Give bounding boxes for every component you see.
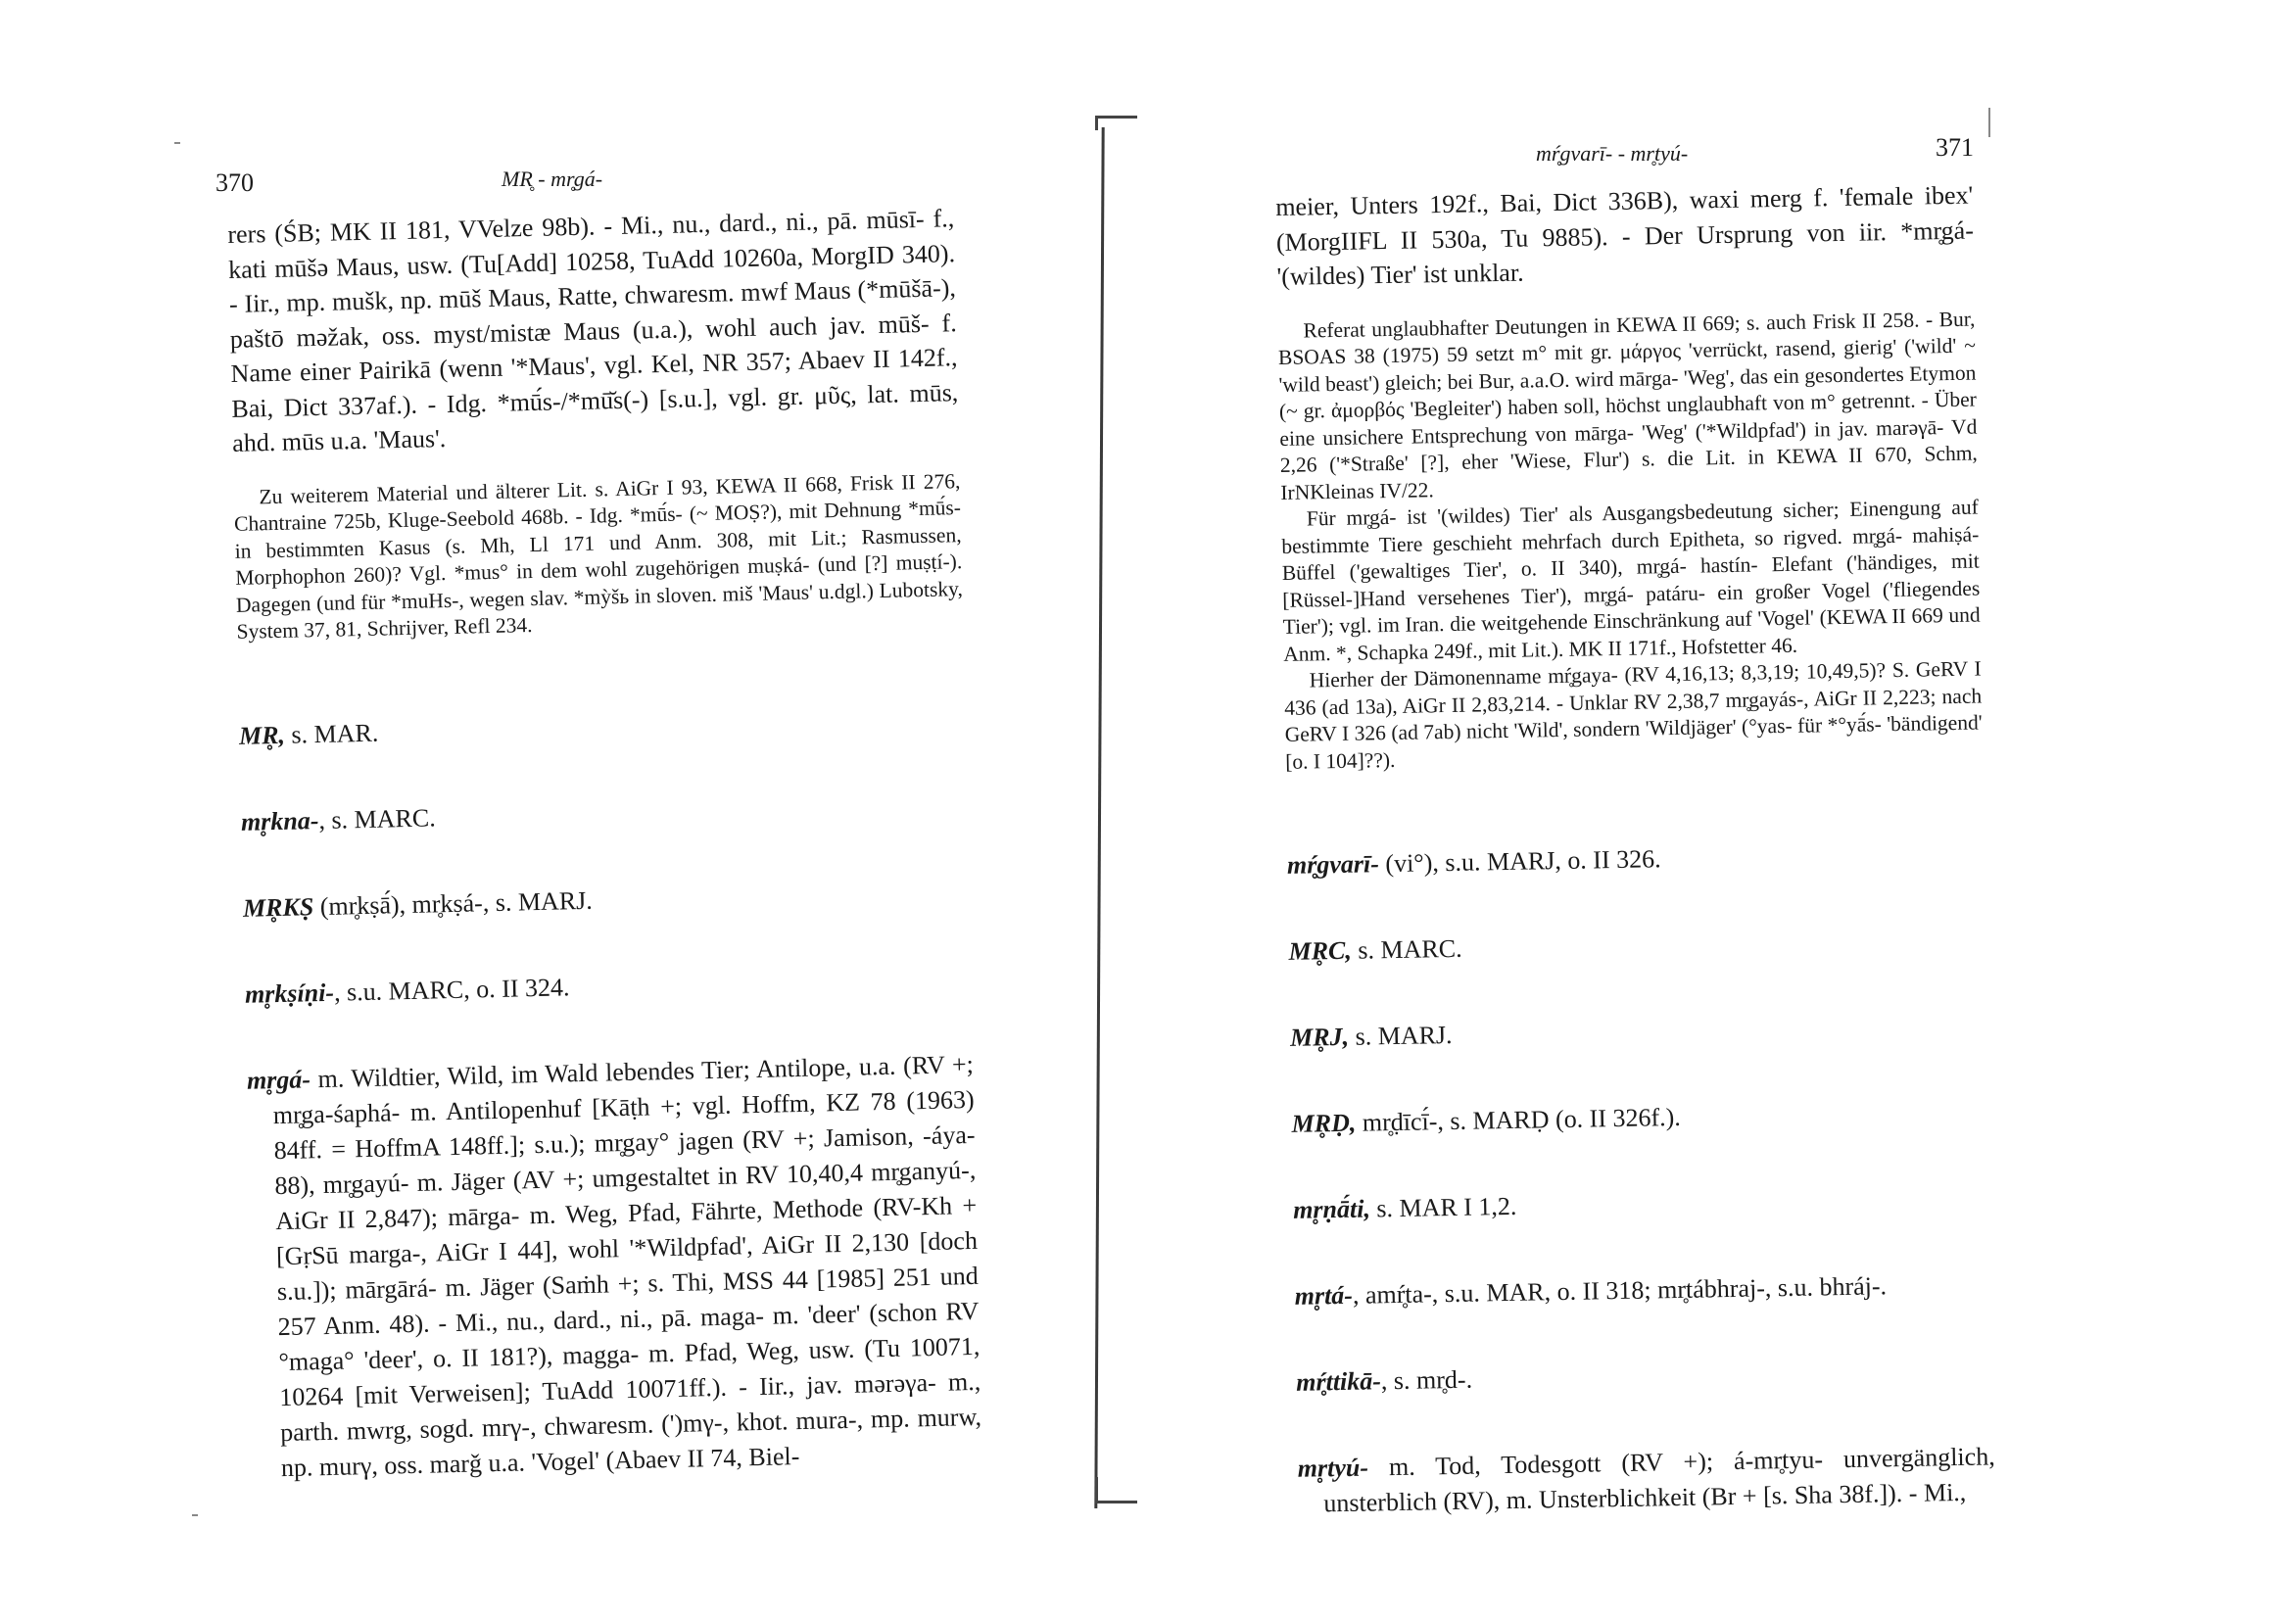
entry-text: , s. mr̥d-. bbox=[1380, 1364, 1473, 1396]
entry-text: , s.u. MARC, o. II 324. bbox=[333, 972, 570, 1007]
headword: mŕ̥gvarī- bbox=[1286, 849, 1380, 880]
headword: mr̥ṇā́ti, bbox=[1292, 1194, 1371, 1224]
note-paragraph: Referat unglaubhafter Deutungen in KEWA II 669; s. auch Frisk II 258. - Bur, BSOAS 38 (1975) 59 setzt m° mit gr. μάργος 'verrückt, rasend, gierig' ('wild' ~ 'wild beast') gleich; bei Bur, a.a.O. wird mārga- 'Weg', das ein gesondertes Etymon (~ gr. ἀμορβός 'Begleiter') haben soll, höchst unglaubhaft von m° getrennt. - Über eine unsichere Entsprechung von mārga- 'Weg' ('*Wildpfad') in jav. marəγā- Vd 2,26 ('*Straße' [?], eher 'Wiese, Flur') s. die Lit. in KEWA II 670, Schm, IrNKleinas IV/22. bbox=[1277, 307, 1979, 504]
headword: mr̥kna- bbox=[240, 805, 319, 836]
right-column bbox=[1275, 178, 1996, 1522]
left-column bbox=[227, 201, 982, 1486]
right-page bbox=[1097, 0, 2296, 1622]
page-number: 370 bbox=[215, 168, 254, 197]
note-paragraph: Zu weiterem Material und älterer Lit. s. AiGr I 93, KEWA II 668, Frisk II 276, Chantraine 725b, Kluge-Seebold 468b. - Idg. *mū́s- (~ MOṢ?), mit Dehnung *mū́s- in bestimmten Kasus (s. Mh, Ll 171 und Anm. 308, mit Lit.; Rasmussen, Morphophon 260)? Vgl. *mus° in dem wohl zugehörigen muṣká- (und [?] muṣṭí-). Dagegen (und für *muHs-, wegen slav. *mỳšь in sloven. miš 'Maus' u.dgl.) Lubotsky, System 37, 81, Schrijver, Refl 234. bbox=[233, 468, 964, 644]
entry-mrtyu bbox=[1297, 1439, 1995, 1521]
entry-mrga bbox=[247, 1046, 983, 1486]
entry-text: s. MAR I 1,2. bbox=[1369, 1191, 1517, 1223]
entry-text: m. Wildtier, Wild, im Wald lebendes Tier; Antilope, u.a. (RV +; mr̥ga-śaphá- m. Antilopenhuf [Kāṭh +; vgl. Hoffm, KZ 78 (1963) 84ff. = HoffmA 148ff.]; s.u.); mr̥gay° jagen (RV +; Jamison, -áya- 88), mr̥gayú- m. Jäger (AV +; umgestaltet in RV 10,40,4 mr̥ganyú-, AiGr II 2,847); mārga- m. Weg, Pfad, Fährte, Methode (RV-Kh + [GṛSū marga-, AiGr I 44], wohl '*Wildpfad', AiGr II 2,130 [doch s.u.]); mārgārá- m. Jäger (Saṁh +; s. Thi, MSS 44 [1985] 251 und 257 Anm. 48). - Mi., nu., dard., ni., pā. maga- m. 'deer' (schon RV °maga° 'deer', o. II 181?), magga- m. Pfad, Weg, usw. (Tu 10071, 10264 [mit Verweisen]; TuAdd 10071ff.). - Iir., jav. mərəγa- m., parth. mwrg, sogd. mrγ-, chwaresm. (')mγ-, khot. mura-, mp. murw, np. murγ, oss. marǧ u.a. 'Vogel' (Abaev II 74, Biel- bbox=[272, 1049, 982, 1482]
entry-text: (vi°), s.u. MARJ, o. II 326. bbox=[1378, 844, 1661, 879]
running-head: MR̥ - mr̥gá- bbox=[502, 167, 603, 191]
entry-text: , s. MARC. bbox=[318, 802, 436, 835]
entry-text: , amŕ̥ta-, s.u. MAR, o. II 318; mr̥tábhraj-, s.u. bhráj-. bbox=[1352, 1271, 1888, 1310]
headword: mŕ̥ttikā- bbox=[1295, 1366, 1382, 1397]
entry-text: s. MARC. bbox=[1351, 933, 1462, 965]
note-paragraph: Hierher der Dämonenname mŕ̥gaya- (RV 4,16,13; 8,3,19; 10,49,5)? S. GeRV I 436 (ad 13a), AiGr II 2,83,214. - Unklar RV 2,38,7 mr̥gayás-, AiGr II 2,223; nach GeRV I 326 (ad 7ab) nicht 'Wild', sondern 'Wildjäger' (°yas- für *°yā́s- 'bändigend' [o. I 104]??). bbox=[1284, 656, 1983, 774]
entry-text: s. MARJ. bbox=[1348, 1020, 1453, 1051]
paragraph: meier, Unters 192f., Bai, Dict 336B), waxi merg f. 'female ibex' (MorgIIFL II 530a, Tu 9885). - Der Ursprung von iir. *mr̥gá- '(wildes) Tier' ist unklar. bbox=[1275, 180, 1975, 291]
headword: MR̥, bbox=[238, 720, 286, 750]
paragraph: rers (ŚB; MK II 181, VVelze 98b). - Mi., nu., dard., ni., pā. mūsī- f., kati mūšə Maus, usw. (Tu[Add] 10258, TuAdd 10260a, MorgID 340). - Iir., mp. mušk, np. mūš Maus, Ratte, chwaresm. mwf Maus (*mūšā-), paštō məžak, oss. myst/mistæ Maus (u.a.), wohl auch jav. mūš- f. Name einer Pairikā (wenn '*Maus', vgl. Kel, NR 357; Abaev II 142f., Bai, Dict 337af.). - Idg. *mū́s-/*mū̆s(-) [s.u.], vgl. gr. μῦς, lat. mūs, ahd. mūs u.a. 'Maus'. bbox=[227, 204, 959, 457]
scan-speck bbox=[174, 142, 180, 144]
headword: mr̥kṣíṇi- bbox=[244, 978, 335, 1009]
headword: mr̥tyú- bbox=[1297, 1453, 1369, 1483]
entry-text: s. MAR. bbox=[284, 718, 379, 749]
headword: MR̥Ḍ, bbox=[1291, 1108, 1357, 1138]
headword: MR̥C, bbox=[1288, 935, 1353, 966]
headword: mr̥gá- bbox=[246, 1064, 311, 1095]
headword: MR̥KṢ bbox=[242, 891, 314, 923]
entry-text: (mr̥kṣā́), mr̥kṣá-, s. MARJ. bbox=[312, 885, 594, 921]
left-page bbox=[0, 0, 1097, 1622]
running-head: mŕ̥gvarī- - mr̥tyú- bbox=[1536, 141, 1689, 166]
scan-speck bbox=[192, 1514, 198, 1516]
page-number: 371 bbox=[1936, 133, 1974, 162]
headword: MR̥J, bbox=[1289, 1022, 1350, 1052]
note-paragraph: Für mr̥gá- ist '(wildes) Tier' als Ausgangsbedeutung sicher; Einengung auf bestimmte Tiere geschieht mehrfach durch Epitheta, so rigved. mr̥gá- mahiṣá- Büffel ('gewaltiges Tier', o. II 340), mr̥gá- hastín- Elefant ('händiges, mit [Rüssel-]Hand versehenes Tier'), mr̥gá- patáru- ein großer Vogel ('fliegendes Tier'); vgl. im Iran. die weitgehende Einschränkung auf 'Vogel' (KEWA II 669 und Anm. *, Schapka 249f., mit Lit.). MK II 171f., Hofstetter 46. bbox=[1281, 495, 1981, 666]
entry-text: m. Tod, Todesgott (RV +); á-mr̥tyu- unvergänglich, unsterblich (RV), m. Unsterblichkeit (Br + [s. Sha 38f.]). - Mi., bbox=[1323, 1442, 1995, 1518]
entry-text: mr̥ḍīcī́-, s. MARḌ (o. II 326f.). bbox=[1356, 1102, 1682, 1137]
headword: mr̥tá- bbox=[1294, 1280, 1354, 1311]
